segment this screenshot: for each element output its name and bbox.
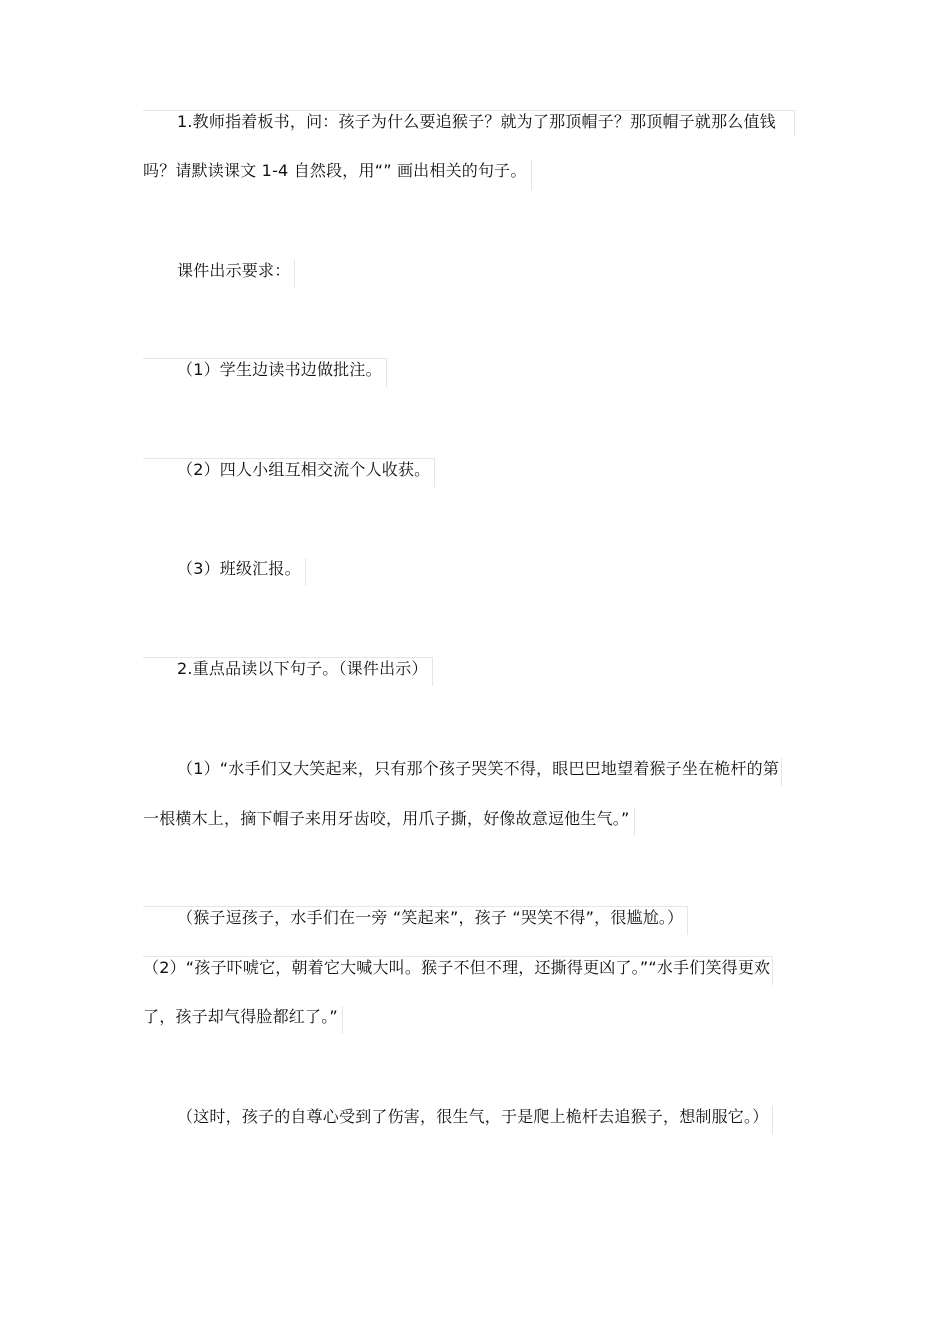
sentence-1-analysis: （猴子逗孩子，水手们在一旁 “笑起来”，孩子 “哭笑不得”，很尴尬。） (143, 906, 688, 935)
sentence-1-line-1: （1）“水手们又大笑起来，只有那个孩子哭笑不得，眼巴巴地望着猴子坐在桅杆的第 (177, 758, 782, 786)
sentence-1-line-2: 一根横木上，摘下帽子来用牙齿咬，用爪子撕，好像故意逗他生气。” (143, 808, 635, 836)
sentence-2-analysis: （这时，孩子的自尊心受到了伤害，很生气，于是爬上桅杆去追猴子，想制服它。） (177, 1106, 773, 1134)
sentence-2-line-2: 了，孩子却气得脸都红了。” (143, 1006, 343, 1034)
paragraph-2-heading: 2.重点品读以下句子。（课件出示） (143, 657, 433, 686)
sentence-2-line-1: （2）“孩子吓唬它，朝着它大喊大叫。猴子不但不理，还撕得更凶了。”“水手们笑得更欢 (143, 956, 773, 985)
courseware-requirements-heading: 课件出示要求： (177, 260, 295, 288)
paragraph-1-line-1: 1.教师指着板书，问：孩子为什么要追猴子？就为了那顶帽子？那顶帽子就那么值钱 (143, 110, 795, 136)
requirement-item-1: （1）学生边读书边做批注。 (143, 358, 387, 387)
requirement-item-3: （3）班级汇报。 (177, 558, 306, 586)
paragraph-1-line-2: 吗？请默读课文 1-4 自然段，用“” 画出相关的句子。 (143, 160, 532, 190)
requirement-item-2: （2）四人小组互相交流个人收获。 (143, 458, 435, 487)
